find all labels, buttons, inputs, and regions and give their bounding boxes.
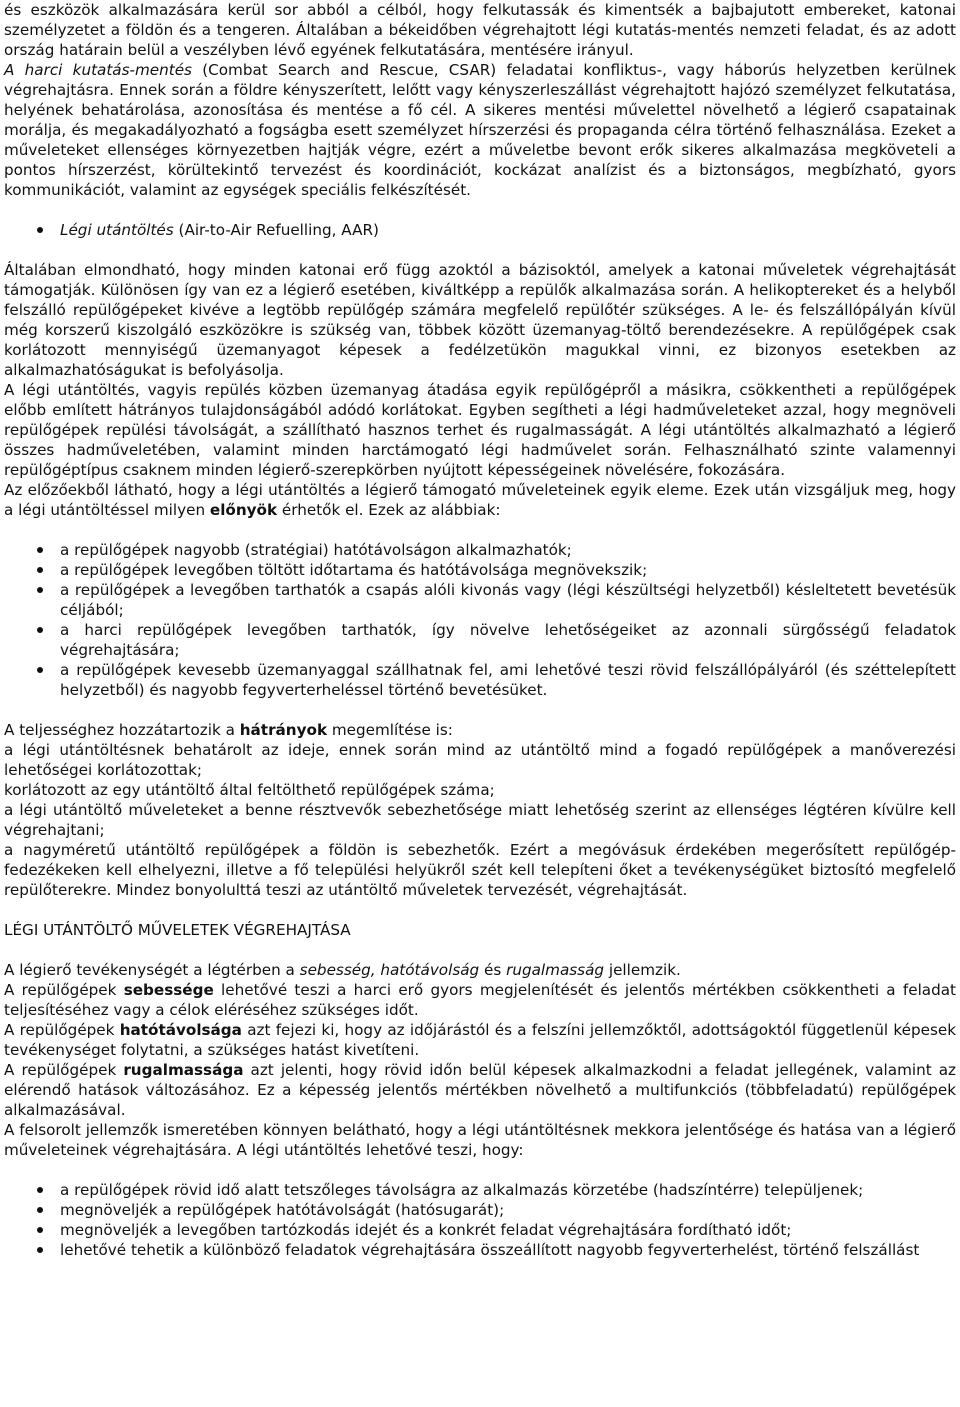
paragraph-characteristics: A légierő tevékenységét a légtérben a sebesség, hatótávolság és rugalmasság jellemzik. (4, 961, 681, 979)
disadvantages-term: hátrányok (239, 721, 328, 739)
paragraph-capabilities-intro: A felsorolt jellemzők ismeretében könnyen belátható, hogy a légi utántöltésnek mekkora jelentősége és hatása van a légierő műveleteinek végrehajtására. A légi utántöltés lehetővé teszi, hogy: (4, 1121, 956, 1159)
paragraph-aar-definition: A légi utántöltés, vagyis repülés közben üzemanyag átadása egyik repülőgépről a másikra, csökkentheti a repülőgépek előbb említett hátrányos tulajdonságából adódó korlátokat. Egyben segítheti a légi hadműveleteket azzal, hogy megnöveli repülőgépek repülési távolságát, a szállítható hasznos terhet és rugalmasságát. A légi utántöltés alkalmazható a légierő összes hadműveletében, valamint minden harctámogató légi hadművelet során. Felhasználható szinte valamennyi repülőgéptípus csaknem minden légierő-szerepkörben nyújtott képességeinek növelésére, fokozására. (4, 381, 956, 479)
paragraph-bases: Általában elmondható, hogy minden katonai erő függ azoktól a bázisoktól, amelyek a katonai műveletek végrehajtását támogatják. Különösen így van ez a légierő esetében, kiváltképp a repülők alkalmazása során. A helikoptereket és a helyből felszálló repülőgépeket kivéve a legtöbb repülőgép számára megfelelő repülőtér szükséges. A le- és felszállópályán kívül még korszerű kiszolgáló eszközökre is szükség van, többek között üzemanyag-töltő berendezésekre. A repülőgépek csak korlátozott mennyiségű üzemanyagot képesek a fedélzetükön magukkal vinni, ez bizonyos esetekben az alkalmazhatóságukat is befolyásolja. (4, 261, 956, 379)
paragraph-sar-intro: és eszközök alkalmazására kerül sor abból a célból, hogy felkutassák és kimentsék a bajbajutott embereket, katonai személyzetet a földön és a tengeren. Általában a békeidőben végrehajtott légi kutatás-mentés nemzeti feladat, és az adott ország határain belül a veszélyben lévő egyének felkutatására, mentésére irányul. (4, 1, 956, 59)
paragraph-csar (4, 60, 956, 200)
paragraph-speed: A repülőgépek sebessége lehetővé teszi a harci erő gyors megjelenítését és jelentős mértékben csökkentheti a feladat teljesítéséhez vagy a célok eléréséhez szükséges időt. (4, 981, 956, 1019)
section-heading: LÉGI UTÁNTÖLTŐ MŰVELETEK VÉGREHAJTÁSA (4, 921, 351, 939)
aar-bullet-list (4, 220, 956, 240)
paragraph-disadvantage-3: a légi utántöltő műveleteket a benne résztvevők sebezhetősége miatt lehetőség szerint az ellenséges légtéren kívülre kell végrehajtani; (4, 801, 956, 839)
list-item: a harci repülőgépek levegőben tarthatók, így növelve lehetőségeiket az azonnali sürgősségű feladatok végrehajtására; (4, 620, 956, 660)
paragraph-advantages-intro: Az előzőekből látható, hogy a légi utántöltés a légierő támogató műveleteinek egyik eleme. Ezek után vizsgáljuk meg, hogy a légi utántöltéssel milyen előnyök érhetők el. Ezek az alábbiak: (4, 481, 956, 519)
list-item: lehetővé tehetik a különböző feladatok végrehajtására összeállított nagyobb fegyverterhelést, történő felszállást (4, 1240, 956, 1260)
list-item: megnöveljék a repülőgépek hatótávolságát (hatósugarát); (4, 1200, 956, 1220)
list-item: a repülőgépek a levegőben tarthatók a csapás alóli kivonás vagy (légi készültségi helyzetből) késleltetett bevetésük céljából; (4, 580, 956, 620)
list-item: megnöveljék a levegőben tartózkodás idejét és a konkrét feladat végrehajtására fordítható időt; (4, 1220, 956, 1240)
advantages-list (4, 540, 956, 700)
list-item: a repülőgépek kevesebb üzemanyaggal szállhatnak fel, ami lehetővé teszi rövid felszállópályáról (és széttelepített helyzetből) és nagyobb fegyverterheléssel történő bevetésüket. (4, 660, 956, 700)
capabilities-list (4, 1180, 956, 1260)
paragraph-range: A repülőgépek hatótávolsága azt fejezi ki, hogy az időjárástól és a felszíni jellemzőktől, adottságoktól függetlenül képesek tevékenységet folytatni, a szükséges hatást kivetíteni. (4, 1021, 956, 1059)
list-item: a repülőgépek levegőben töltött időtartama és hatótávolsága megnövekszik; (4, 560, 956, 580)
advantages-term: előnyök (209, 501, 278, 519)
list-item: a repülőgépek rövid idő alatt tetszőleges távolságra az alkalmazás körzetébe (hadszíntérre) települjenek; (4, 1180, 956, 1200)
aar-text: (Air-to-Air Refuelling, AAR) (173, 221, 379, 239)
csar-text: (Combat Search and Rescue, CSAR) feladatai konfliktus-, vagy háborús helyzetben kerülnek végrehajtásra. Ennek során a földre kényszerített, lelőtt vagy kényszerleszállást végrehajtott hajózó személyzet felkutatása, helyének behatárolása, azonosítása és mentése a fő cél. A sikeres mentési művelettel növelhető a légierő csapatainak morálja, és megakadályozható a fogságba esett személyzet hírszerzési és propaganda célra történő felhasználása. Ezeket a műveleteket ellenséges környezetben hajtják végre, ezért a műveletbe bevont erők sikeres alkalmazása megköveteli a pontos hírszerzést, körültekintő tervezést és koordinációt, kockázat analízist és a biztonságos, megbízható, gyors kommunikációt, valamint az egységek speciális felkészítését. (4, 61, 956, 199)
paragraph-flexibility: A repülőgépek rugalmassága azt jelenti, hogy rövid időn belül képesek alkalmazkodni a feladat jellegének, valamint az elérendő hatások változásához. Ez a képesség jelentős mértékben növelhető a multifunkciós (többfeladatú) repülőgépek alkalmazásával. (4, 1061, 956, 1119)
paragraph-disadvantage-4: a nagyméretű utántöltő repülőgépek a földön is sebezhetők. Ezért a megóvásuk érdekében megerősített repülőgép-fedezékeken kell elhelyezni, illetve a fő települési helyükről szét kell telepíteni őket a tevékenységüket biztosító megfelelő repülőterekre. Mindez bonyolulttá teszi az utántöltő műveletek tervezését, végrehajtását. (4, 841, 956, 899)
aar-term: Légi utántöltés (60, 221, 174, 239)
csar-term: A harci kutatás-mentés (4, 61, 192, 79)
paragraph-disadvantage-2: korlátozott az egy utántöltő által feltölthető repülőgépek száma; (4, 781, 495, 799)
paragraph-disadvantage-1: a légi utántöltésnek behatárolt az ideje, ennek során mind az utántöltő mind a fogadó repülőgépek a manőverezési lehetőségei korlátozottak; (4, 741, 956, 779)
paragraph-disadvantages-intro: A teljességhez hozzátartozik a hátrányok megemlítése is: (4, 721, 453, 739)
list-item-aar (4, 220, 956, 240)
list-item: a repülőgépek nagyobb (stratégiai) hatótávolságon alkalmazhatók; (4, 540, 956, 560)
